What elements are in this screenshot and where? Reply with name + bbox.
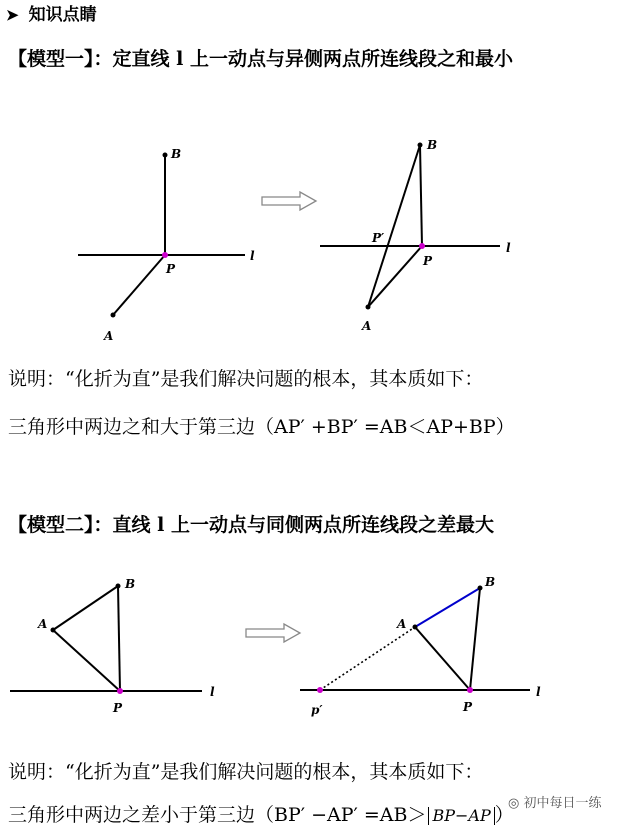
label-b: B	[171, 147, 182, 161]
wechat-icon: ◎	[508, 796, 520, 811]
watermark-text: 初中每日一练	[523, 796, 602, 811]
label-p: P	[423, 254, 433, 268]
absolute-value-expression: BP−AP	[428, 807, 494, 825]
model1-right-figure	[320, 138, 511, 333]
arrow-bullet-icon: ➤	[6, 6, 19, 24]
label-a: A	[38, 617, 48, 631]
label-l: l	[506, 241, 511, 255]
transform-arrow-icon	[246, 624, 300, 642]
label-p-prime: P′	[372, 231, 385, 245]
point-p-marker	[419, 243, 425, 249]
section-title: 知识点睛	[28, 5, 97, 25]
label-b: B	[125, 577, 136, 591]
label-a: A	[397, 617, 407, 631]
model1-property: 三角形中两边之和大于第三边（AP′ +BP′ =AB＜AP+BP）	[8, 416, 515, 438]
model2-left-figure	[10, 577, 215, 715]
model2-explain: 说明：“化折为直”是我们解决问题的根本，其本质如下：	[8, 761, 484, 783]
point-p-marker	[162, 252, 168, 258]
model2-title: 【模型二】：直线 l 上一动点与同侧两点所连线段之差最大	[8, 514, 494, 536]
label-p-prime: p′	[311, 703, 323, 717]
label-l: l	[536, 685, 541, 699]
label-a: A	[362, 319, 372, 333]
property-suffix: ）	[494, 804, 514, 826]
label-p: P	[113, 701, 123, 715]
model1-title: 【模型一】：定直线 l 上一动点与异侧两点所连线段之和最小	[8, 48, 513, 70]
point-p-prime-marker	[317, 687, 323, 693]
label-l: l	[250, 249, 255, 263]
watermark	[508, 792, 602, 811]
label-b: B	[485, 575, 496, 589]
point-p-marker	[117, 688, 123, 694]
label-b: B	[427, 138, 438, 152]
label-l: l	[210, 685, 215, 699]
property-prefix: 三角形中两边之差小于第三边（BP′ −AP′ =AB＞	[8, 804, 427, 826]
point-p-marker	[467, 687, 473, 693]
model2-property	[8, 800, 514, 827]
label-p: P	[463, 700, 473, 714]
model1-left-figure	[78, 147, 255, 343]
model2-right-figure	[300, 575, 541, 717]
model1-explain: 说明：“化折为直”是我们解决问题的根本，其本质如下：	[8, 368, 484, 390]
label-a: A	[104, 329, 114, 343]
label-p: P	[166, 262, 176, 276]
transform-arrow-icon	[262, 192, 316, 210]
